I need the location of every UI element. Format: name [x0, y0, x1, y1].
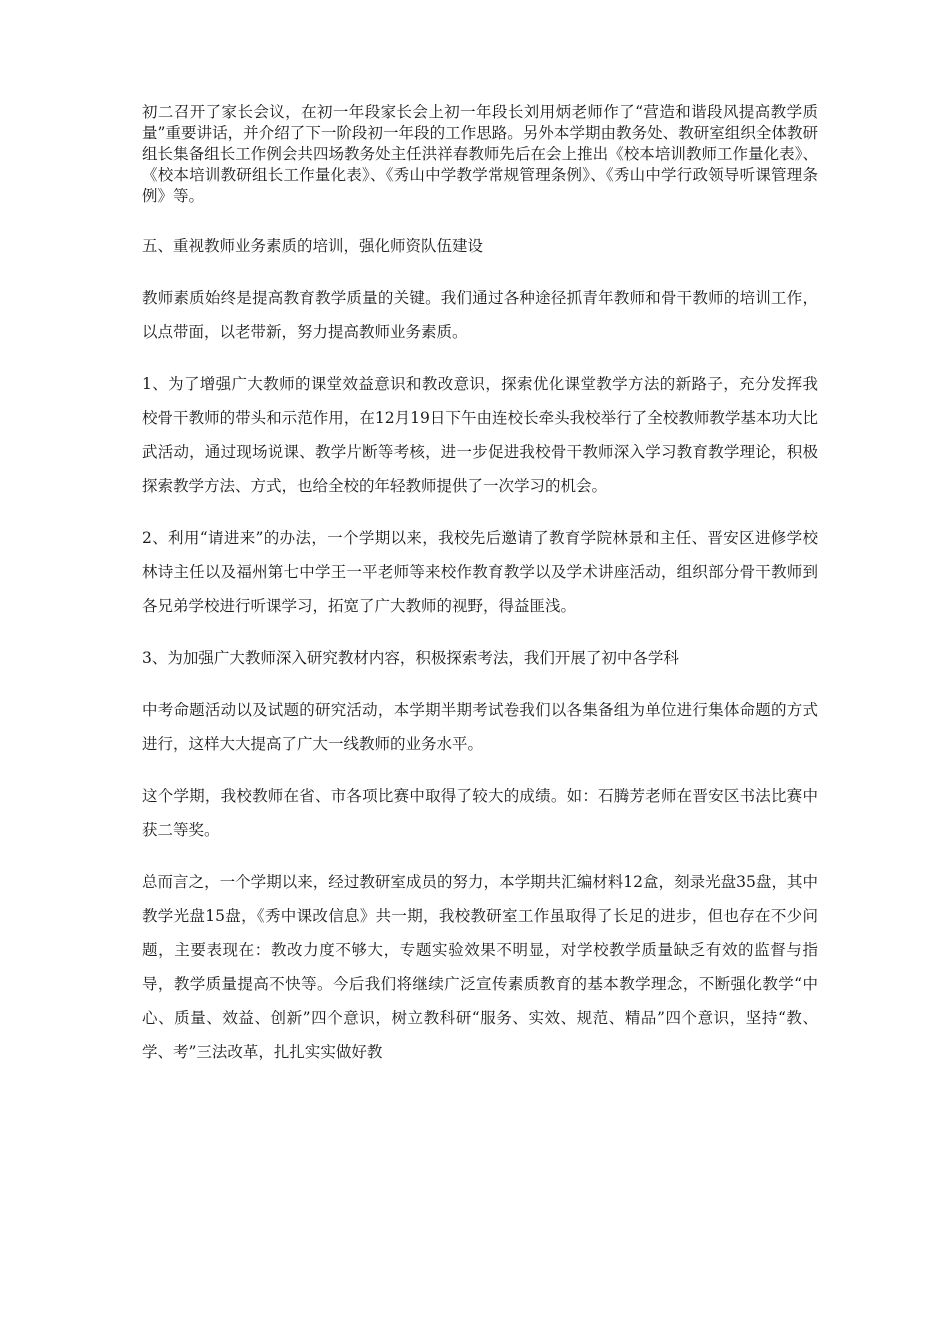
paragraph-item-2: 2、利用“请进来”的办法，一个学期以来，我校先后邀请了教育学院林景和主任、晋安区进修学校林诗主任以及福州第七中学王一平老师等来校作教育教学以及学术讲座活动，组织部分骨干教师到各兄弟学校进行听课学习，拓宽了广大教师的视野，得益匪浅。	[142, 529, 818, 615]
paragraph-teacher-quality: 教师素质始终是提高教育教学质量的关键。我们通过各种途径抓青年教师和骨干教师的培训工作，以点带面，以老带新，努力提高教师业务素质。	[142, 289, 818, 341]
paragraph-item-1: 1、为了增强广大教师的课堂效益意识和教改意识，探索优化课堂教学方法的新路子，充分发挥我校骨干教师的带头和示范作用，在12月19日下午由连校长牵头我校举行了全校教师教学基本功大比武活动，通过现场说课、教学片断等考核，进一步促进我校骨干教师深入学习教育教学理论，积极探索教学方法、方式，也给全校的年轻教师提供了一次学习的机会。	[142, 375, 818, 495]
document-page	[142, 102, 818, 1069]
paragraph-parents-meeting: 初二召开了家长会议，在初一年段家长会上初一年段长刘用炳老师作了“营造和谐段风提高教学质量”重要讲话，并介绍了下一阶段初一年段的工作思路。另外本学期由教务处、教研室组织全体教研组长集备组长工作例会共四场教务处主任洪祥春教师先后在会上推出《校本培训教师工作量化表》、《校本培训教研组长工作量化表》、《秀山中学教学常规管理条例》、《秀山中学行政领导听课管理条例》等。	[142, 103, 818, 205]
paragraph-summary: 总而言之，一个学期以来，经过教研室成员的努力，本学期共汇编材料12盒，刻录光盘35盘，其中教学光盘15盘，《秀中课改信息》共一期，我校教研室工作虽取得了长足的进步，但也存在不少问题，主要表现在：教改力度不够大，专题实验效果不明显，对学校教学质量缺乏有效的监督与指导，教学质量提高不快等。今后我们将继续广泛宣传素质教育的基本教学理念，不断强化教学“中心、质量、效益、创新”四个意识，树立教科研“服务、实效、规范、精品”四个意识，坚持“教、学、考”三法改革，扎扎实实做好教	[142, 873, 818, 1061]
paragraph-achievements: 这个学期，我校教师在省、市各项比赛中取得了较大的成绩。如：石腾芳老师在晋安区书法比赛中获二等奖。	[142, 787, 818, 839]
paragraph-item-3: 3、为加强广大教师深入研究教材内容，积极探索考法，我们开展了初中各学科	[142, 649, 679, 667]
section-heading-five: 五、重视教师业务素质的培训，强化师资队伍建设	[142, 237, 484, 255]
paragraph-exam-research: 中考命题活动以及试题的研究活动，本学期半期考试卷我们以各集备组为单位进行集体命题的方式进行，这样大大提高了广大一线教师的业务水平。	[142, 701, 818, 753]
